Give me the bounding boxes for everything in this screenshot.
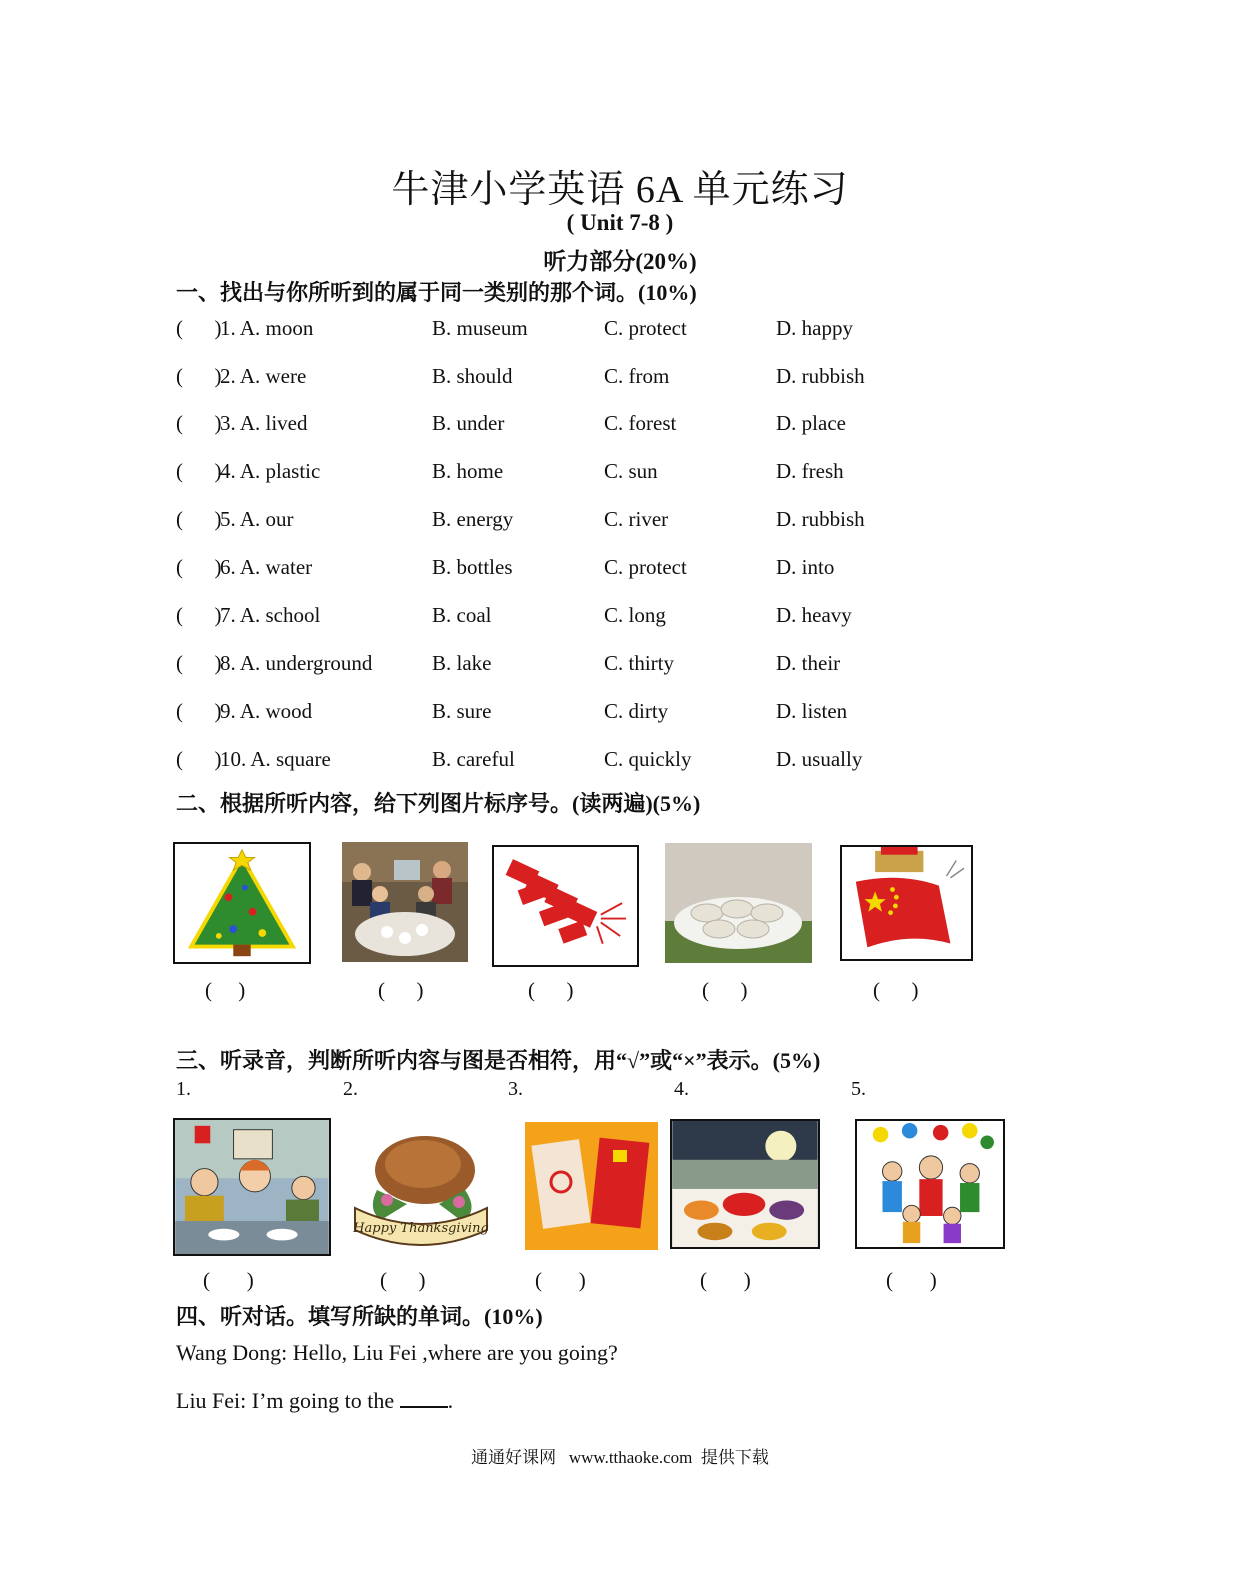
- answer-paren[interactable]: ( ): [176, 411, 222, 435]
- option-c: C. forest: [604, 411, 677, 435]
- thanksgiving-banner-text: Happy Thanksgiving: [353, 1221, 489, 1236]
- christmas-tree-icon: [173, 842, 311, 964]
- section2-answer-2[interactable]: ( ): [378, 978, 424, 1002]
- option-b: B. careful: [432, 747, 515, 771]
- dialogue-line-2: [176, 1388, 453, 1414]
- family-dinner-photo: [342, 842, 468, 962]
- dialogue-line-2-text: Liu Fei: I’m going to the: [176, 1388, 395, 1413]
- option-c: C. sun: [604, 459, 658, 483]
- happy-thanksgiving-turkey-icon: [347, 1120, 495, 1252]
- section3-heading: 三、听录音，判断所听内容与图是否相符，用“√”或“×”表示。(5%): [176, 1048, 821, 1073]
- fill-in-blank[interactable]: [400, 1388, 448, 1408]
- party-dance-icon: [855, 1119, 1005, 1249]
- listening-part-label: 听力部分(20%): [543, 249, 697, 274]
- section3-number-4: 4.: [674, 1078, 689, 1100]
- option-b: B. should: [432, 364, 513, 388]
- option-a: 10. A. square: [220, 747, 331, 771]
- section3-answer-3[interactable]: ( ): [535, 1268, 586, 1292]
- section3-number-5: 5.: [851, 1078, 866, 1100]
- option-c: C. dirty: [604, 699, 669, 723]
- dialogue-line-2-end: .: [447, 1388, 454, 1413]
- option-b: B. lake: [432, 651, 492, 675]
- section2-answer-1[interactable]: ( ): [205, 978, 246, 1002]
- section3-number-1: 1.: [176, 1078, 191, 1100]
- section3-answer-2[interactable]: ( ): [380, 1268, 426, 1292]
- page-title: 牛津小学英语 6A 单元练习: [391, 169, 849, 211]
- option-d: D. their: [776, 651, 841, 675]
- option-a: 4. A. plastic: [220, 459, 321, 483]
- option-a: 2. A. were: [220, 364, 307, 388]
- option-a: 5. A. our: [220, 507, 294, 531]
- option-b: B. energy: [432, 507, 514, 531]
- option-a: 1. A. moon: [220, 316, 314, 340]
- option-b: B. under: [432, 411, 505, 435]
- option-d: D. fresh: [776, 459, 844, 483]
- option-b: B. museum: [432, 316, 528, 340]
- section4-heading: 四、听对话。填写所缺的单词。(10%): [176, 1304, 543, 1329]
- answer-paren[interactable]: ( ): [176, 364, 222, 388]
- option-c: C. long: [604, 603, 666, 627]
- red-envelopes-icon: [525, 1122, 658, 1250]
- page-footer: 通通好课网 www.tthaoke.com 提供下载: [471, 1448, 769, 1467]
- option-c: C. from: [604, 364, 670, 388]
- answer-paren[interactable]: ( ): [176, 459, 222, 483]
- answer-paren[interactable]: ( ): [176, 555, 222, 579]
- section3-number-3: 3.: [508, 1078, 523, 1100]
- option-a: 8. A. underground: [220, 651, 373, 675]
- option-d: D. heavy: [776, 603, 852, 627]
- section3-answer-4[interactable]: ( ): [700, 1268, 751, 1292]
- option-a: 3. A. lived: [220, 411, 308, 435]
- option-c: C. protect: [604, 555, 687, 579]
- dumplings-photo: [665, 843, 812, 963]
- answer-paren[interactable]: ( ): [176, 603, 222, 627]
- option-c: C. thirty: [604, 651, 675, 675]
- option-d: D. into: [776, 555, 835, 579]
- section3-answer-1[interactable]: ( ): [203, 1268, 254, 1292]
- section2-answer-3[interactable]: ( ): [528, 978, 574, 1002]
- option-c: C. quickly: [604, 747, 692, 771]
- option-c: C. river: [604, 507, 669, 531]
- answer-paren[interactable]: ( ): [176, 747, 222, 771]
- option-b: B. sure: [432, 699, 492, 723]
- section3-number-2: 2.: [343, 1078, 358, 1100]
- section1-heading: 一、找出与你所听到的属于同一类别的那个词。(10%): [176, 280, 697, 305]
- answer-paren[interactable]: ( ): [176, 651, 222, 675]
- firecrackers-icon: [492, 845, 639, 967]
- option-b: B. coal: [432, 603, 492, 627]
- option-d: D. usually: [776, 747, 863, 771]
- option-d: D. listen: [776, 699, 848, 723]
- option-a: 9. A. wood: [220, 699, 313, 723]
- option-d: D. happy: [776, 316, 853, 340]
- section3-answer-5[interactable]: ( ): [886, 1268, 937, 1292]
- option-a: 7. A. school: [220, 603, 321, 627]
- chinese-flag-icon: [840, 845, 973, 961]
- answer-paren[interactable]: ( ): [176, 316, 222, 340]
- answer-paren[interactable]: ( ): [176, 699, 222, 723]
- unit-subtitle: ( Unit 7-8 ): [566, 210, 674, 235]
- option-c: C. protect: [604, 316, 687, 340]
- section2-heading: 二、根据所听内容，给下列图片标序号。(读两遍)(5%): [176, 791, 701, 816]
- mid-autumn-food-icon: [670, 1119, 820, 1249]
- dialogue-line-1: Wang Dong: Hello, Liu Fei ,where are you going?: [176, 1340, 618, 1365]
- section2-answer-5[interactable]: ( ): [873, 978, 919, 1002]
- section2-answer-4[interactable]: ( ): [702, 978, 748, 1002]
- option-b: B. home: [432, 459, 504, 483]
- option-d: D. place: [776, 411, 846, 435]
- answer-paren[interactable]: ( ): [176, 507, 222, 531]
- option-b: B. bottles: [432, 555, 513, 579]
- option-d: D. rubbish: [776, 507, 865, 531]
- option-d: D. rubbish: [776, 364, 865, 388]
- option-a: 6. A. water: [220, 555, 313, 579]
- family-new-year-dinner-icon: [173, 1118, 331, 1256]
